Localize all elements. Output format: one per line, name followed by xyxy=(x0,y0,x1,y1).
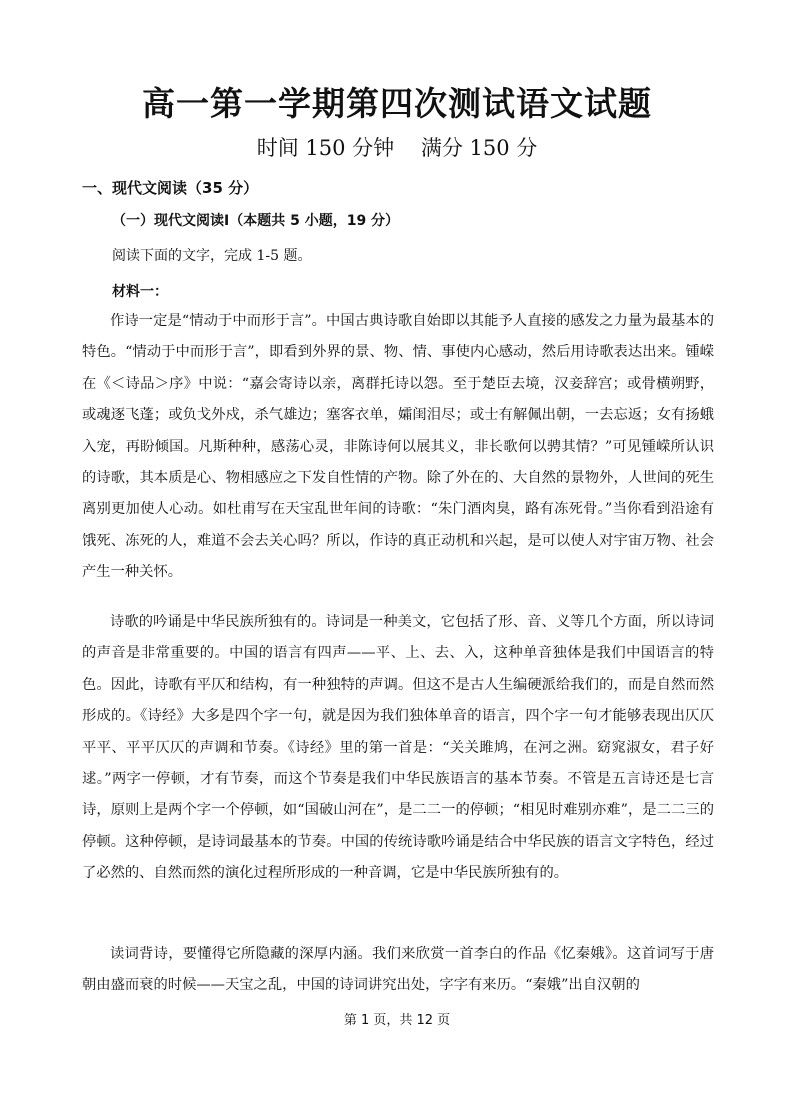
section-heading: 一、现代文阅读（35 分） xyxy=(82,179,259,197)
body-paragraph: 作诗一定是“情动于中而形于言”。中国古典诗歌自始即以其能予人直接的感发之力量为最基本的特色。“情动于中而形于言”，即看到外界的景、物、情、事使内心感动，然后用诗歌表达出来。锺嵘在《＜诗品＞序》中说：“嘉会寄诗以亲，离群托诗以怨。至于楚臣去境，汉妾辞宫；或骨横朔野，或魂逐飞蓬；或负戈外戍，杀气雄边；塞客衣单，孀闺泪尽；或士有解佩出朝，一去忘返；女有扬蛾入宠，再盼倾国。凡斯种种，感荡心灵，非陈诗何以展其义，非长歌何以骋其情？”可见锺嵘所认识的诗歌，其本质是心、物相感应之下发自性情的产物。除了外在的、大自然的景物外，人世间的死生离别更加使人心动。如杜甫写在天宝乱世年间的诗歌：“朱门酒肉臭，路有冻死骨。”当你看到沿途有饿死、冻死的人，难道不会去关心吗？所以，作诗的真正动机和兴起，是可以使人对宇宙万物、社会产生一种关怀。 xyxy=(82,313,714,581)
material-label: 材料一： xyxy=(112,284,168,300)
exam-title: 高一第一学期第四次测试语文试题 xyxy=(142,84,652,123)
reading-instruction: 阅读下面的文字，完成 1-5 题。 xyxy=(112,248,312,264)
subsection-heading: （一）现代文阅读Ⅰ（本题共 5 小题，19 分） xyxy=(112,213,400,229)
page-number-footer: 第 1 页，共 12 页 xyxy=(343,1013,451,1028)
body-paragraph: 读词背诗，要懂得它所隐藏的深厚内涵。我们来欣赏一首李白的作品《忆秦娥》。这首词写于唐朝由盛而衰的时候——天宝之乱，中国的诗词讲究出处，字字有来历。“秦娥”出自汉朝的 xyxy=(82,946,714,994)
body-paragraph: 诗歌的吟诵是中华民族所独有的。诗词是一种美文，它包括了形、音、义等几个方面，所以诗词的声音是非常重要的。中国的语言有四声——平、上、去、入，这种单音独体是我们中国语言的特色。因此，诗歌有平仄和结构，有一种独特的声调。但这不是古人生编硬派给我们的，而是自然而然形成的。《诗经》大多是四个字一句，就是因为我们独体单音的语言，四个字一句才能够表现出仄仄平平、平平仄仄的声调和节奏。《诗经》里的第一首是：“关关雎鸠，在河之洲。窈窕淑女，君子好逑。”两字一停顿，才有节奏，而这个节奏是我们中华民族语言的基本节奏。不管是五言诗还是七言诗，原则上是两个字一个停顿，如“国破山河在”，是二二一的停顿；“相见时难别亦难”，是二二三的停顿。这种停顿，是诗词最基本的节奏。中国的传统诗歌吟诵是结合中华民族的语言文字特色，经过了必然的、自然而然的演化过程所形成的一种音调，它是中华民族所独有的。 xyxy=(82,614,714,882)
exam-time-and-score: 时间 150 分钟 满分 150 分 xyxy=(256,136,538,160)
